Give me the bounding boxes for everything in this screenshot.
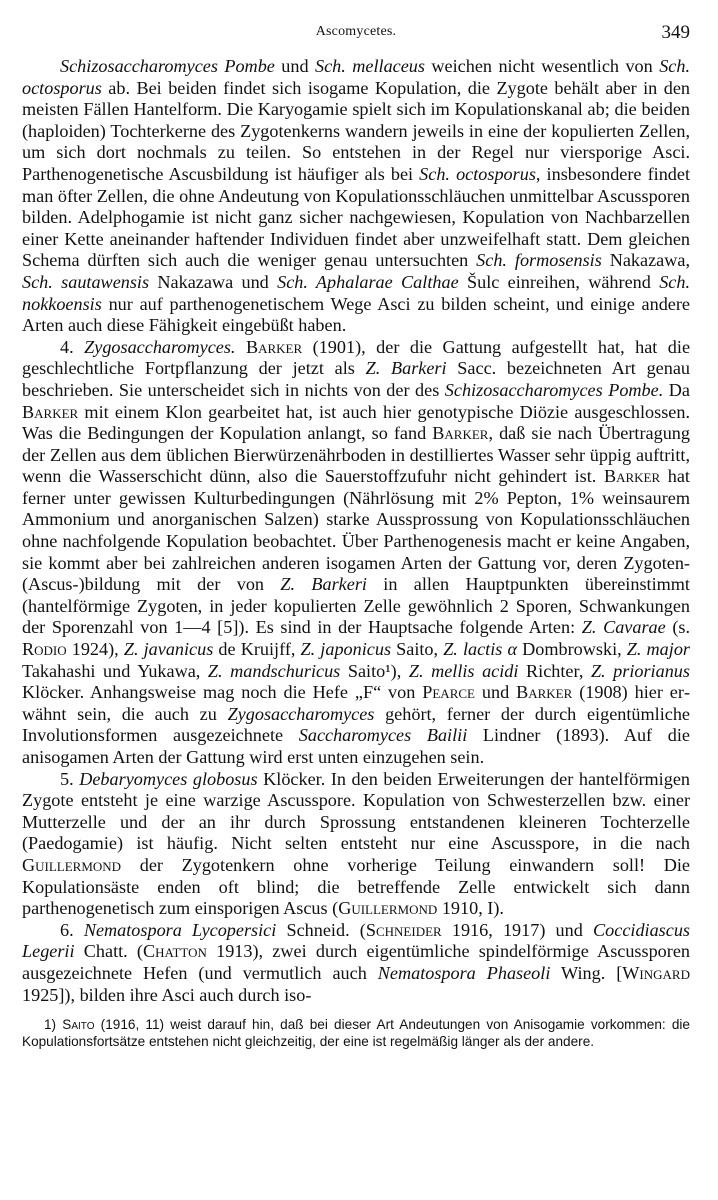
italic-term: Nematospora Phaseoli	[377, 962, 551, 983]
author-name: Barker	[245, 336, 303, 357]
author-name: Guillermond	[338, 898, 438, 919]
author-name: Barker	[432, 423, 489, 444]
text-run: Schneid. (	[276, 919, 366, 940]
italic-term: Nematospora Lycopersici	[83, 919, 277, 940]
text-run: de Kruijff,	[213, 639, 301, 660]
italic-term: Sch. formosensis	[476, 250, 602, 271]
text-run: Saito¹),	[340, 660, 409, 681]
text-run: Šulc einreihen, während	[458, 271, 660, 292]
text-run: (s.	[665, 617, 691, 638]
italic-term: Z. Cavarae	[581, 617, 666, 638]
text-run: 5.	[60, 768, 80, 789]
text-run: (1916, 11) weist darauf hin, daß bei dieser Art Andeutungen von Anisogamie vorkommen: die Kopulationsfortsätze entstehen nicht gleichzeitig, der eine ist regelmäßig länger als der andere.	[22, 1017, 690, 1050]
author-name: Schneider	[365, 919, 442, 940]
text-run: , daß sie nach Übertragung der Zellen aus dem üblichen Bierwürzenährboden in destilliertes Wasser sehr üppig auftritt, wenn die Wasserschicht dünn, also die Sauerstoffzufuhr nicht gehindert ist.	[22, 423, 690, 487]
text-run: mit einem Klon gearbeitet hat, ist auch hier genotypische Diözie ausgeschlossen. Was die Bedingungen der Kopulation anlangt, so fand	[22, 401, 690, 444]
author-name: Pearce	[422, 682, 475, 703]
text-run: Takahashi und Yukawa,	[22, 660, 208, 681]
text-run: 6.	[60, 919, 84, 940]
italic-term: Z. mellis acidi	[408, 660, 519, 681]
italic-term: Z. priorianus	[590, 660, 690, 681]
text-run: 1925]), bilden ihre Asci auch durch iso-	[22, 984, 312, 1005]
text-run: Klöcker. In den beiden Erweiterungen der hantelförmigen Zygote entsteht je eine warzige Ascusspore. Kopulation von Schwesterzellen bzw. einer Mutterzelle und der an ihr durch Sprossung entstandenen kleineren Tochterzelle (Paedogamie) ist häufig. Nicht selten entsteht nur eine Ascusspore, in die nach	[22, 768, 690, 854]
italic-term: Z. javanicus	[123, 639, 214, 660]
italic-term: Sch. sautawensis	[22, 271, 150, 292]
italic-term: Sch. mellaceus	[315, 56, 425, 76]
text-run: 1913), zwei durch eigentümliche spindelförmige Ascussporen ausgezeichnete Hefen (und vermutlich auch	[22, 941, 690, 983]
author-name: Guillermond	[22, 854, 122, 875]
italic-term: Z. lactis α	[443, 639, 518, 660]
footnote	[22, 1016, 690, 1050]
text-run: Nakazawa und	[149, 271, 278, 292]
italic-term: Schizosaccharomyces Pombe.	[444, 379, 664, 400]
text-run: 1910, I).	[437, 898, 504, 919]
paragraph-debaryomyces	[22, 769, 690, 920]
text-run: 1916, 1917) und	[441, 919, 594, 940]
text-run: nur auf parthenogenetischem Wege Asci zu bilden scheint, und einige andere Arten auch diese Fähigkeit eingebüßt haben.	[22, 293, 690, 336]
running-title: Ascomycetes.	[315, 24, 397, 39]
text-run: Sacc. bezeichneten Art genau beschrieben. Sie unterscheidet sich in nichts von der des	[22, 358, 690, 400]
text-run: gehört, ferner der durch eigentümliche Involutionsformen ausgezeichnete	[22, 703, 690, 746]
running-header	[22, 22, 690, 56]
italic-term: Z. mandschuricus	[207, 660, 341, 681]
author-name: Saito	[62, 1017, 95, 1033]
text-run: Wing. [	[550, 962, 623, 983]
page-number: 349	[661, 22, 690, 43]
body-text	[22, 56, 690, 1006]
italic-term: Z. Barkeri	[365, 358, 447, 379]
text-run: (1901), der die Gattung aufgestellt hat, hat die geschlechtliche Fortpflanzung der jetzt als	[22, 336, 691, 379]
author-name: Wingard	[622, 962, 690, 983]
author-name: Rodio	[22, 639, 67, 660]
italic-term: Schizosaccharomyces Pombe	[60, 56, 275, 76]
text-run: Klöcker. Anhangsweise mag noch die Hefe „F“ von	[22, 682, 423, 703]
text-run	[235, 337, 245, 357]
italic-term: Sch. Aphalarae Calthae	[277, 271, 459, 292]
text-run: und	[274, 56, 316, 76]
text-run: 1924),	[66, 639, 124, 660]
italic-term: Debaryomyces globosus	[79, 768, 258, 789]
text-run: Richter,	[518, 660, 591, 681]
book-page	[22, 22, 690, 1050]
text-run: ab. Bei beiden findet sich isogame Kopulation, die Zygote behält aber in den meisten Fällen Hantelform. Die Karyogamie spielt sich im Kopulationskanal ab; die beiden (haploiden) Tochterkerne des Zygotenkerns wandern jeweils in eine der kopulierten Zellen, um sich dort nochmals zu teilen. So entstehen in der Regel nur viersporige Asci. Parthenogenetische Ascusbildung ist häufiger als bei	[22, 77, 690, 184]
italic-term: Sch. octosporus	[22, 56, 690, 98]
text-run: Chatt. (	[74, 941, 143, 962]
italic-term: Z. japonicus	[300, 639, 392, 660]
text-run: Dombrowski,	[517, 639, 627, 660]
author-name: Barker	[603, 466, 661, 487]
text-run: Da	[663, 379, 690, 400]
italic-term: Sch. nokkoensis	[22, 271, 690, 314]
italic-term: Zygosaccharomyces	[227, 703, 375, 724]
author-name: Chatton	[143, 941, 207, 962]
paragraph-schizosaccharomyces	[22, 56, 690, 337]
text-run: 4.	[60, 336, 85, 357]
text-run: der Zygotenkern ohne vorherige Teilung einwandern soll! Die Kopulationsäste enden oft blind; die betreffende Zelle entwickelt sich dann parthenogenetisch zum einsporigen Ascus (	[22, 854, 690, 919]
italic-term: Saccharomyces Bailii	[298, 725, 468, 746]
italic-term: Zygosaccharomyces.	[84, 336, 236, 357]
text-run: (1908) hier erwähnt sein, die auch zu	[22, 682, 690, 724]
text-run: weichen nicht wesentlich von	[424, 56, 660, 76]
text-run: in allen Hauptpunkten übereinstimmt (hantelförmige Zygoten, in jeder kopulierten Zelle gewöhnlich 2 Sporen, Schwankungen der Sporenzahl von 1—4 [5]). Es sind in der Hauptsache folgende Arten:	[22, 574, 690, 638]
paragraph-nematospora	[22, 920, 690, 1006]
italic-term: Sch. octosporus	[419, 163, 536, 184]
text-run: Nakazawa,	[601, 250, 690, 271]
paragraph-zygosaccharomyces	[22, 337, 690, 769]
author-name: Barker	[516, 682, 573, 703]
text-run: , insbesondere findet man öfter Zellen, die ohne Andeutung von Kopulationsschläuchen unmittelbar Ascussporen bilden. Adelphogamie ist nicht ganz sicher nachgewiesen, Kopulation von Nachbarzellen einer Kette aneinander haftender Individuen findet aber unzweifelhaft statt. Dem gleichen Schema dürften sich auch die weniger genau untersuchten	[22, 163, 691, 271]
italic-term: Z. Barkeri	[280, 574, 367, 595]
text-run: und	[474, 682, 517, 703]
text-run: 1)	[44, 1017, 63, 1033]
text-run: Saito,	[391, 639, 444, 660]
author-name: Barker	[22, 401, 79, 422]
text-run: hat ferner unter gewissen Kulturbedingungen (Nährlösung mit 2% Pepton, 1% weinsaurem Ammonium und anorganischen Salzen) starke Aussprossung von Kopulationsschläuchen ohne nachfolgende Kopulation beobachtet. Über Parthenogenesis macht er keine Angaben, sie kommt aber bei zahlreichen anderen isogamen Arten der Gattung vor, deren Zygoten-(Ascus-)bildung mit der von	[22, 466, 690, 595]
text-run: Lindner (1893). Auf die anisogamen Arten der Gattung wird erst unten einzugehen sein.	[22, 725, 690, 767]
italic-term: Coccidiascus Legerii	[22, 919, 691, 962]
italic-term: Z. major	[626, 639, 691, 660]
